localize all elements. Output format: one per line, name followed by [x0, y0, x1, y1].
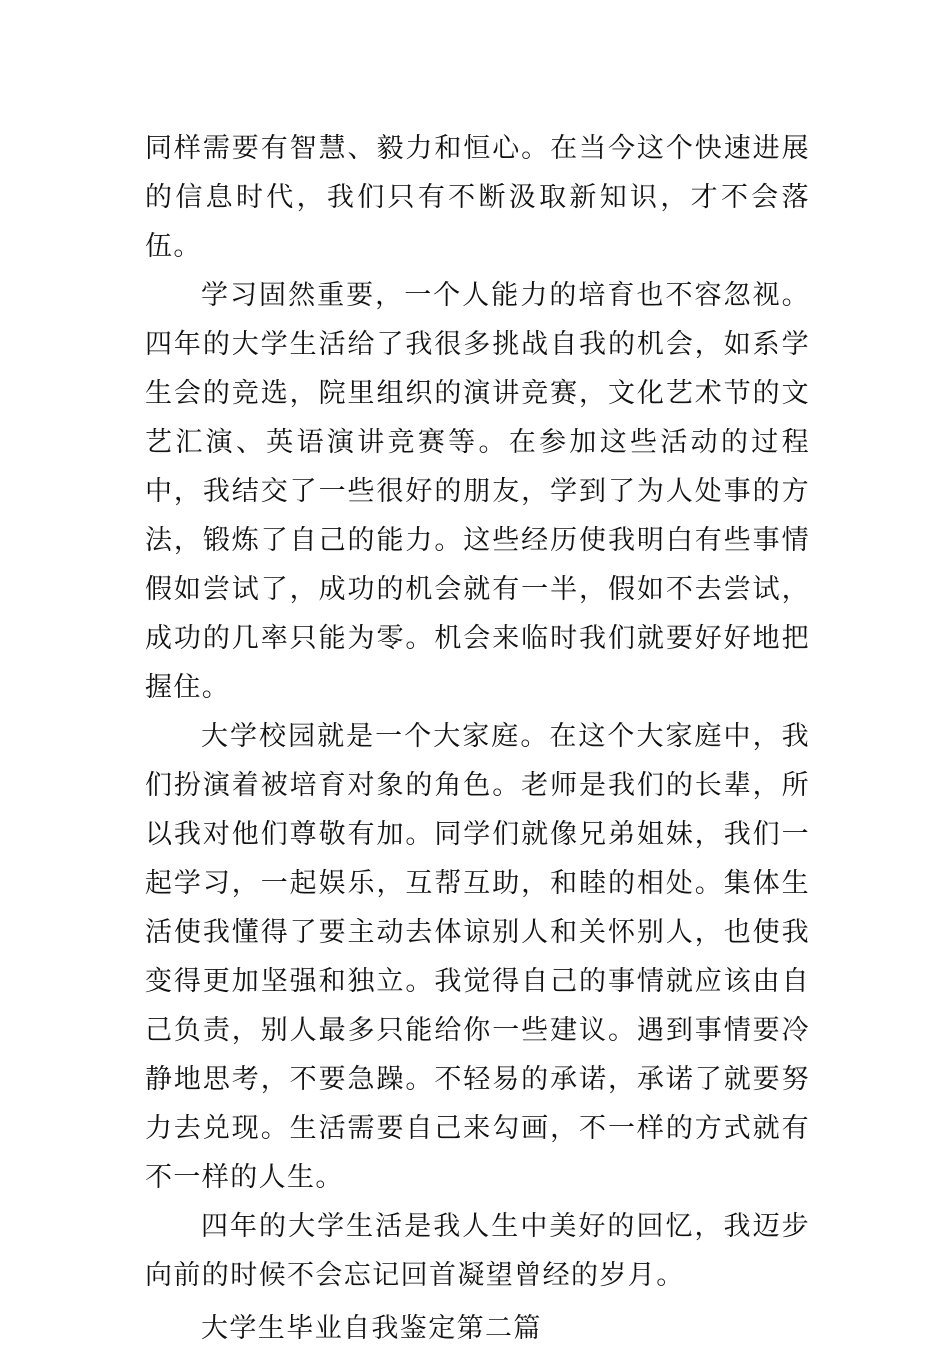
paragraph-campus-family: 大学校园就是一个大家庭。在这个大家庭中，我们扮演着被培育对象的角色。老师是我们的长辈，所以我对他们尊敬有加。同学们就像兄弟姐妹，我们一起学习，一起娱乐，互帮互助，和睦的相处。集体生活使我懂得了要主动去体谅别人和关怀别人，也使我变得更加坚强和独立。我觉得自己的事情就应该由自己负责，别人最多只能给你一些建议。遇到事情要冷静地思考，不要急躁。不轻易的承诺，承诺了就要努力去兑现。生活需要自己来勾画，不一样的方式就有不一样的人生。 — [145, 721, 810, 1193]
paragraph-memories: 四年的大学生活是我人生中美好的回忆，我迈步向前的时候不会忘记回首凝望曾经的岁月。 — [145, 1211, 810, 1291]
paragraph-continuation: 同样需要有智慧、毅力和恒心。在当今这个快速进展的信息时代，我们只有不断汲取新知识，才不会落伍。 — [145, 133, 810, 262]
paragraph-ability: 学习固然重要，一个人能力的培育也不容忽视。四年的大学生活给了我很多挑战自我的机会，如系学生会的竞选，院里组织的演讲竞赛，文化艺术节的文艺汇演、英语演讲竞赛等。在参加这些活动的过程中，我结交了一些很好的朋友，学到了为人处事的方法，锻炼了自己的能力。这些经历使我明白有些事情假如尝试了，成功的机会就有一半，假如不去尝试，成功的几率只能为零。机会来临时我们就要好好地把握住。 — [145, 280, 810, 703]
document-body — [145, 124, 810, 1353]
section-heading: 大学生毕业自我鉴定第二篇 — [201, 1313, 542, 1344]
